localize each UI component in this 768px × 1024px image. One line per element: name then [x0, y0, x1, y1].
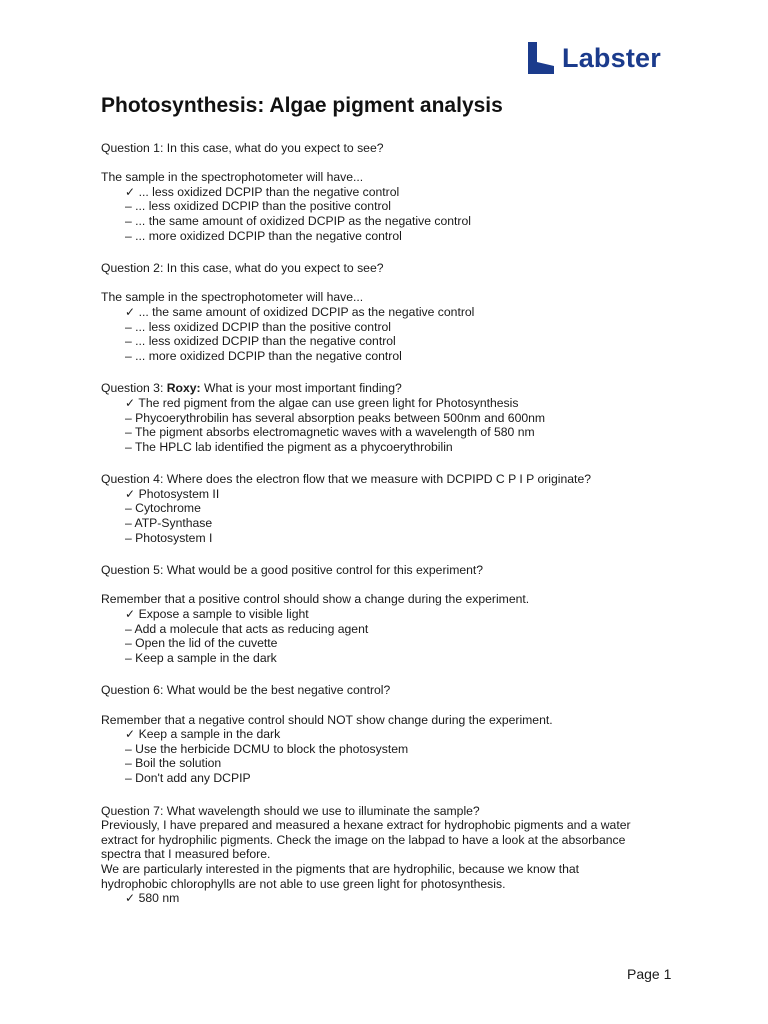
question-prompt: The sample in the spectrophotometer will have... [101, 290, 364, 305]
answer-list [101, 607, 701, 665]
page-number: Page 1 [627, 966, 672, 982]
answer-list [101, 185, 701, 243]
paragraph-line: spectra that I measured before. [101, 847, 271, 862]
answer-item: – ... less oxidized DCPIP than the positive control [125, 319, 392, 334]
answer-item: – Use the herbicide DCMU to block the photosystem [125, 741, 409, 756]
document-body [101, 141, 701, 920]
question-text: Question 1: In this case, what do you expect to see? [101, 141, 384, 155]
answer-list [101, 891, 701, 906]
question-text: Question 6: What would be the best negative control? [101, 683, 391, 698]
question-paragraph [101, 818, 701, 891]
answer-item: – Don't add any DCPIP [125, 770, 251, 785]
answer-item: – Photosystem I [125, 530, 213, 545]
answer-item: ✓ Keep a sample in the dark [125, 727, 281, 742]
logo-text: Labster [562, 42, 661, 73]
answer-item: – ... less oxidized DCPIP than the positive control [125, 199, 392, 214]
answer-item: – ATP-Synthase [125, 516, 213, 531]
question-block-6 [101, 683, 701, 785]
answer-item: – ... the same amount of oxidized DCPIP as the negative control [125, 213, 471, 228]
answer-item: – Cytochrome [125, 501, 201, 516]
question-text: Question 4: Where does the electron flow that we measure with DCPIPD C P I P originate? [101, 472, 591, 487]
question-block-5 [101, 563, 701, 665]
answer-list [101, 396, 701, 454]
answer-item: ✓ 580 nm [125, 891, 180, 906]
answer-item: – ... more oxidized DCPIP than the negative control [125, 348, 402, 363]
paragraph-line: Previously, I have prepared and measured a hexane extract for hydrophobic pigments and a water [101, 818, 631, 833]
question-block-1 [101, 141, 701, 243]
question-block-7 [101, 804, 701, 906]
answer-item: ✓ The red pigment from the algae can use green light for Photosynthesis [125, 395, 519, 410]
question-block-2 [101, 261, 701, 363]
question-block-4 [101, 472, 701, 545]
paragraph-line: hydrophobic chlorophylls are not able to use green light for photosynthesis. [101, 876, 506, 891]
answer-list [101, 727, 701, 785]
paragraph-line: extract for hydrophilic pigments. Check the image on the labpad to have a look at the absorbance [101, 832, 626, 847]
page-title: Photosynthesis: Algae pigment analysis [101, 94, 503, 117]
answer-item: – Boil the solution [125, 756, 222, 771]
speaker-name: Roxy: [166, 381, 201, 396]
paragraph-line: We are particularly interested in the pigments that are hydrophilic, because we know that [101, 861, 580, 876]
answer-item: – Phycoerythrobilin has several absorption peaks between 500nm and 600nm [125, 410, 546, 425]
question-prefix: Question 3: [101, 381, 167, 396]
answer-item: ✓ Photosystem II [125, 486, 220, 501]
labster-logo [528, 42, 661, 74]
answer-item: – Keep a sample in the dark [125, 650, 277, 665]
answer-item: ✓ ... less oxidized DCPIP than the negative control [125, 184, 400, 199]
question-prompt: Remember that a negative control should NOT show change during the experiment. [101, 712, 553, 727]
answer-item: – The pigment absorbs electromagnetic waves with a wavelength of 580 nm [125, 425, 535, 440]
question-text [101, 381, 701, 396]
answer-item: – Add a molecule that acts as reducing agent [125, 621, 369, 636]
question-prompt: The sample in the spectrophotometer will have... [101, 170, 364, 185]
answer-item: – The HPLC lab identified the pigment as a phycoerythrobilin [125, 439, 453, 454]
question-text: Question 2: In this case, what do you expect to see? [101, 261, 384, 276]
answer-list [101, 487, 701, 545]
question-prompt: Remember that a positive control should show a change during the experiment. [101, 592, 530, 607]
answer-item: – Open the lid of the cuvette [125, 636, 278, 651]
question-text: Question 5: What would be a good positive control for this experiment? [101, 563, 484, 578]
answer-item: ✓ ... the same amount of oxidized DCPIP as the negative control [125, 304, 475, 319]
answer-item: ✓ Expose a sample to visible light [125, 607, 309, 622]
labster-logo-icon [528, 42, 554, 74]
question-block-3 [101, 381, 701, 454]
question-text: Question 7: What wavelength should we use to illuminate the sample? [101, 803, 480, 818]
answer-list [101, 305, 701, 363]
answer-item: – ... more oxidized DCPIP than the negative control [125, 228, 402, 243]
answer-item: – ... less oxidized DCPIP than the negative control [125, 334, 396, 349]
question-rest: What is your most important finding? [200, 381, 402, 396]
